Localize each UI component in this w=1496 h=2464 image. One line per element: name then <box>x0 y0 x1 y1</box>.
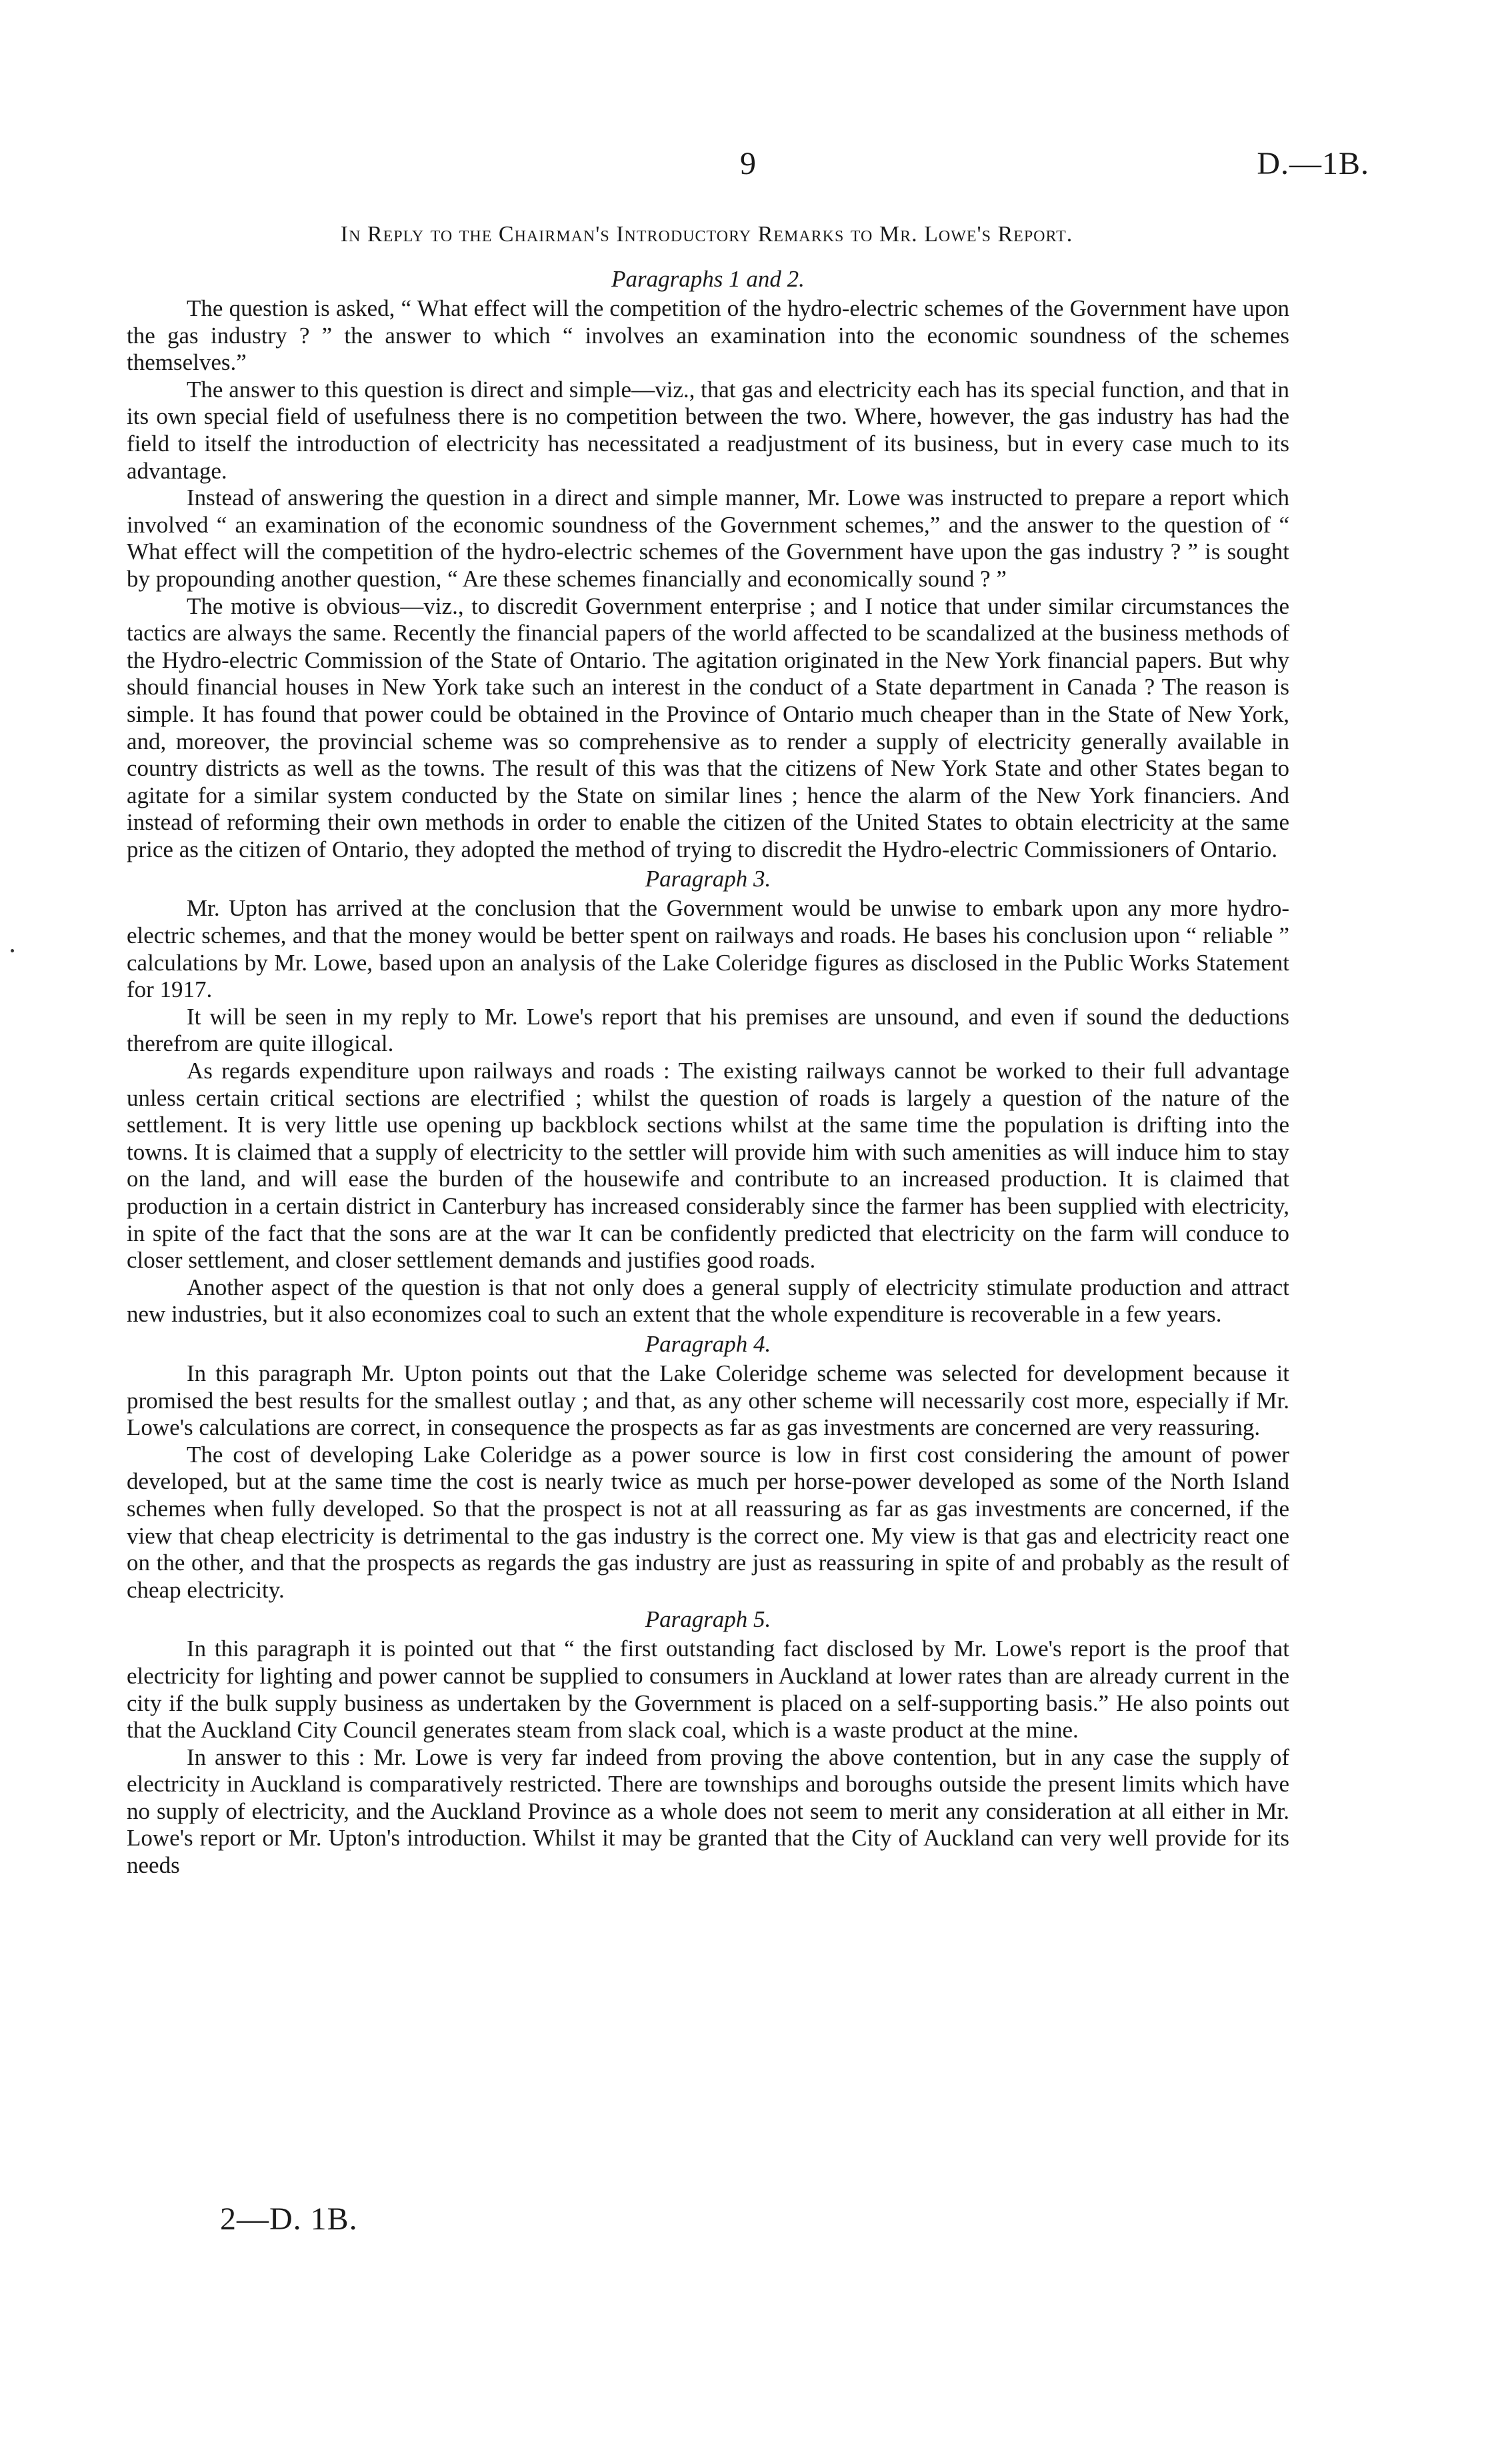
body-paragraph: In this paragraph Mr. Upton points out that the Lake Coleridge scheme was selected for development because it promised the best results for the smallest outlay ; and that, as any other scheme will necessarily cost more, especially if Mr. Lowe's calculations are correct, in consequence the prospects as far as gas investments are concerned are very reassuring. <box>127 1360 1289 1441</box>
body-paragraph: As regards expenditure upon railways and roads : The existing railways cannot be worked to their full advantage unless certain critical sections are electrified ; whilst the question of roads is largely a question of the nature of the settlement. It is very little use opening up backblock sections whilst at the same time the population is drifting into the towns. It is claimed that a supply of electricity to the settler will provide him with such amenities as will induce him to stay on the land, and will ease the burden of the housewife and contribute to an increased production. It is claimed that production in a certain district in Canterbury has increased considerably since the farmer has been supplied with electricity, in spite of the fact that the sons are at the war It can be confidently predicted that electricity on the farm will conduce to closer settlement, and closer settlement demands and justifies good roads. <box>127 1058 1289 1274</box>
body-paragraph: The question is asked, “ What effect will the competition of the hydro-electric schemes of the Government have upon the gas industry ? ” the answer to which “ involves an examination into the economic soundness of the schemes themselves.” <box>127 295 1289 376</box>
paragraph-heading: Paragraphs 1 and 2. <box>611 266 805 292</box>
section-title: In Reply to the Chairman's Introductory Remarks to Mr. Lowe's Report. <box>340 222 1073 247</box>
document-body <box>127 263 1289 1879</box>
signature-mark: 2—D. 1B. <box>220 2201 358 2237</box>
body-paragraph: In this paragraph it is pointed out that “ the first outstanding fact disclosed by Mr. Lowe's report is the proof that electricity for lighting and power cannot be supplied to consumers in Auckland at lower rates than are already current in the city if the bulk supply business as undertaken by the Government is placed on a self-supporting basis.” He also points out that the Auckland City Council generates steam from slack coal, which is a waste product at the mine. <box>127 1636 1289 1744</box>
body-paragraph: The cost of developing Lake Coleridge as a power source is low in first cost considering the amount of power developed, but at the same time the cost is nearly twice as much per horse-power developed as some of the North Island schemes when fully developed. So that the prospect is not at all reassuring as far as gas investments are concerned, if the view that cheap electricity is detrimental to the gas industry is the correct one. My view is that gas and electricity react one on the other, and that the prospects as regards the gas industry are just as reassuring in spite of and probably as the result of cheap electricity. <box>127 1441 1289 1603</box>
paragraph-heading: Paragraph 5. <box>645 1606 771 1633</box>
document-reference: D.—1B. <box>1257 146 1369 181</box>
body-paragraph: The motive is obvious—viz., to discredit Government enterprise ; and I notice that under similar circumstances the tactics are always the same. Recently the financial papers of the world affected to be scandalized at the business methods of the Hydro-electric Commission of the State of Ontario. The agitation originated in the New York financial papers. But why should financial houses in New York take such an interest in the conduct of a State department in Canada ? The reason is simple. It has found that power could be obtained in the Province of Ontario much cheaper than in the State of New York, and, moreover, the provincial scheme was so comprehensive as to render a supply of electricity generally available in country districts as well as the towns. The result of this was that the citizens of New York State and other States began to agitate for a similar system conducted by the State on similar lines ; hence the alarm of the New York financiers. And instead of reforming their own methods in order to enable the citizen of the United States to obtain electricity at the same price as the citizen of Ontario, they adopted the method of trying to discredit the Hydro-electric Commissioners of Ontario. <box>127 593 1289 862</box>
body-paragraph: Mr. Upton has arrived at the conclusion that the Government would be unwise to embark upon any more hydro-electric schemes, and that the money would be better spent on railways and roads. He bases his conclusion upon “ reliable ” calculations by Mr. Lowe, based upon an analysis of the Lake Coleridge figures as disclosed in the Public Works Statement for 1917. <box>127 895 1289 1003</box>
body-paragraph: It will be seen in my reply to Mr. Lowe's report that his premises are unsound, and even if sound the deductions therefrom are quite illogical. <box>127 1003 1289 1057</box>
page-number: 9 <box>740 146 756 181</box>
body-paragraph: The answer to this question is direct and simple—viz., that gas and electricity each has its special function, and that in its own special field of usefulness there is no competition between the two. Where, however, the gas industry has had the field to itself the introduction of electricity has necessitated a readjustment of its business, but in every case much to its advantage. <box>127 376 1289 484</box>
paragraph-heading: Paragraph 3. <box>645 866 771 892</box>
paragraph-heading: Paragraph 4. <box>645 1330 771 1357</box>
body-paragraph: In answer to this : Mr. Lowe is very far indeed from proving the above contention, but in any case the supply of electricity in Auckland is comparatively restricted. There are townships and boroughs outside the present limits which have no supply of electricity, and the Auckland Province as a whole does not seem to merit any consideration at all either in Mr. Lowe's report or Mr. Upton's introduction. Whilst it may be granted that the City of Auckland can very well provide for its needs <box>127 1744 1289 1879</box>
body-paragraph: Another aspect of the question is that not only does a general supply of electricity stimulate production and attract new industries, but it also economizes coal to such an extent that the whole expenditure is recoverable in a few years. <box>127 1274 1289 1328</box>
body-paragraph: Instead of answering the question in a direct and simple manner, Mr. Lowe was instructed to prepare a report which involved “ an examination of the economic soundness of the Government schemes,” and the answer to the question of “ What effect will the competition of the hydro-electric schemes of the Government have upon the gas industry ? ” is sought by propounding another question, “ Are these schemes financially and economically sound ? ” <box>127 485 1289 592</box>
margin-dot <box>11 949 14 952</box>
